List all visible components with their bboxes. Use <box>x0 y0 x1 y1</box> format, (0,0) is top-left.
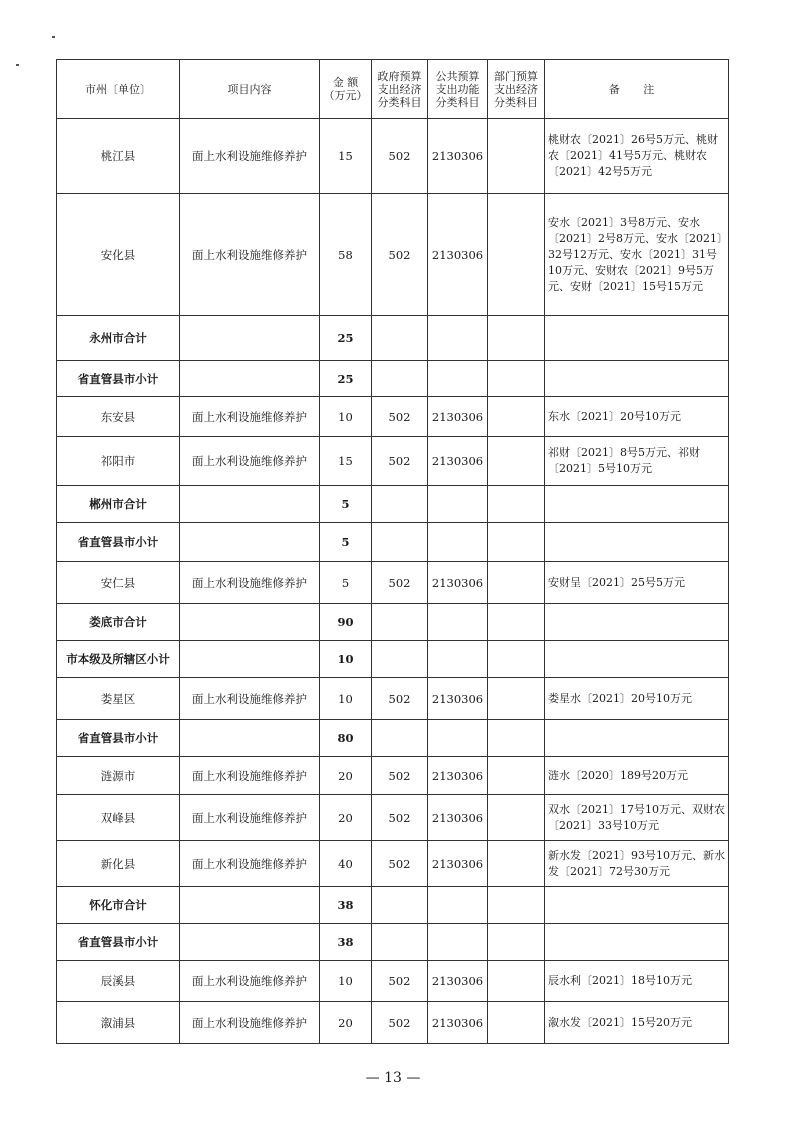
note-cell <box>545 523 729 562</box>
gov-econ-cell: 502 <box>372 562 428 604</box>
note-cell: 安财呈〔2021〕25号5万元 <box>545 562 729 604</box>
table-row <box>57 887 729 924</box>
unit-cell: 娄底市合计 <box>57 604 180 641</box>
pub-func-cell <box>428 604 488 641</box>
unit-cell: 省直管县市小计 <box>57 361 180 397</box>
project-cell: 面上水利设施维修养护 <box>180 961 320 1002</box>
table-row <box>57 678 729 720</box>
amount-cell: 58 <box>320 194 372 316</box>
note-cell <box>545 316 729 361</box>
pub-func-cell: 2130306 <box>428 961 488 1002</box>
pub-func-cell: 2130306 <box>428 194 488 316</box>
amount-cell: 5 <box>320 486 372 523</box>
table-row <box>57 562 729 604</box>
unit-cell: 东安县 <box>57 397 180 437</box>
project-cell <box>180 641 320 678</box>
gov-econ-cell <box>372 604 428 641</box>
table-body <box>57 119 729 1044</box>
gov-econ-cell: 502 <box>372 841 428 887</box>
table-row <box>57 604 729 641</box>
page-number: — 13 — <box>365 1070 421 1086</box>
dept-econ-cell <box>488 523 545 562</box>
project-cell: 面上水利设施维修养护 <box>180 194 320 316</box>
dept-econ-cell <box>488 397 545 437</box>
dept-econ-cell <box>488 194 545 316</box>
project-cell: 面上水利设施维修养护 <box>180 119 320 194</box>
unit-cell: 涟源市 <box>57 757 180 795</box>
gov-econ-cell: 502 <box>372 437 428 486</box>
project-cell <box>180 924 320 961</box>
dept-econ-cell <box>488 795 545 841</box>
project-cell <box>180 720 320 757</box>
dept-econ-cell <box>488 678 545 720</box>
project-cell: 面上水利设施维修养护 <box>180 1002 320 1044</box>
project-cell <box>180 316 320 361</box>
header-dept-econ: 部门预算 支出经济 分类科目 <box>488 60 545 119</box>
gov-econ-cell: 502 <box>372 757 428 795</box>
gov-econ-cell: 502 <box>372 678 428 720</box>
amount-cell: 5 <box>320 562 372 604</box>
gov-econ-cell <box>372 641 428 678</box>
pub-func-cell: 2130306 <box>428 841 488 887</box>
table-row <box>57 720 729 757</box>
unit-cell: 省直管县市小计 <box>57 720 180 757</box>
dept-econ-cell <box>488 361 545 397</box>
note-cell <box>545 641 729 678</box>
header-note: 备 注 <box>545 60 729 119</box>
dept-econ-cell <box>488 961 545 1002</box>
dept-econ-cell <box>488 757 545 795</box>
dept-econ-cell <box>488 486 545 523</box>
unit-cell: 娄星区 <box>57 678 180 720</box>
project-cell: 面上水利设施维修养护 <box>180 795 320 841</box>
pub-func-cell <box>428 486 488 523</box>
table-row <box>57 961 729 1002</box>
gov-econ-cell <box>372 486 428 523</box>
project-cell: 面上水利设施维修养护 <box>180 678 320 720</box>
gov-econ-cell <box>372 316 428 361</box>
table-row <box>57 924 729 961</box>
table-row <box>57 757 729 795</box>
unit-cell: 安化县 <box>57 194 180 316</box>
table-row <box>57 361 729 397</box>
amount-cell: 10 <box>320 678 372 720</box>
amount-cell: 25 <box>320 361 372 397</box>
header-project: 项目内容 <box>180 60 320 119</box>
gov-econ-cell: 502 <box>372 961 428 1002</box>
note-cell: 娄星水〔2021〕20号10万元 <box>545 678 729 720</box>
table-row <box>57 316 729 361</box>
pub-func-cell: 2130306 <box>428 795 488 841</box>
unit-cell: 市本级及所辖区小计 <box>57 641 180 678</box>
header-gov-econ: 政府预算 支出经济 分类科目 <box>372 60 428 119</box>
amount-cell: 90 <box>320 604 372 641</box>
pub-func-cell <box>428 641 488 678</box>
note-cell <box>545 924 729 961</box>
unit-cell: 新化县 <box>57 841 180 887</box>
project-cell <box>180 523 320 562</box>
amount-cell: 40 <box>320 841 372 887</box>
pub-func-cell <box>428 924 488 961</box>
gov-econ-cell: 502 <box>372 397 428 437</box>
amount-cell: 10 <box>320 641 372 678</box>
note-cell: 新水发〔2021〕93号10万元、新水发〔2021〕72号30万元 <box>545 841 729 887</box>
project-cell: 面上水利设施维修养护 <box>180 841 320 887</box>
amount-cell: 20 <box>320 1002 372 1044</box>
amount-cell: 20 <box>320 757 372 795</box>
gov-econ-cell <box>372 361 428 397</box>
table-header-row <box>57 60 729 119</box>
pub-func-cell <box>428 887 488 924</box>
amount-cell: 25 <box>320 316 372 361</box>
dept-econ-cell <box>488 562 545 604</box>
note-cell: 祁财〔2021〕8号5万元、祁财〔2021〕5号10万元 <box>545 437 729 486</box>
unit-cell: 安仁县 <box>57 562 180 604</box>
unit-cell: 怀化市合计 <box>57 887 180 924</box>
gov-econ-cell: 502 <box>372 795 428 841</box>
note-cell: 辰水利〔2021〕18号10万元 <box>545 961 729 1002</box>
unit-cell: 辰溪县 <box>57 961 180 1002</box>
amount-cell: 15 <box>320 119 372 194</box>
table-row <box>57 397 729 437</box>
pub-func-cell: 2130306 <box>428 757 488 795</box>
project-cell: 面上水利设施维修养护 <box>180 757 320 795</box>
project-cell <box>180 887 320 924</box>
project-cell <box>180 361 320 397</box>
amount-cell: 20 <box>320 795 372 841</box>
pub-func-cell <box>428 523 488 562</box>
dept-econ-cell <box>488 604 545 641</box>
unit-cell: 祁阳市 <box>57 437 180 486</box>
table-row <box>57 795 729 841</box>
note-cell <box>545 604 729 641</box>
pub-func-cell: 2130306 <box>428 562 488 604</box>
note-cell <box>545 887 729 924</box>
table-row <box>57 437 729 486</box>
header-unit: 市州〔单位〕 <box>57 60 180 119</box>
gov-econ-cell: 502 <box>372 1002 428 1044</box>
pub-func-cell: 2130306 <box>428 1002 488 1044</box>
gov-econ-cell <box>372 523 428 562</box>
dept-econ-cell <box>488 437 545 486</box>
note-cell: 桃财农〔2021〕26号5万元、桃财农〔2021〕41号5万元、桃财农〔2021〕42号5万元 <box>545 119 729 194</box>
pub-func-cell <box>428 316 488 361</box>
gov-econ-cell <box>372 924 428 961</box>
unit-cell: 郴州市合计 <box>57 486 180 523</box>
table-row <box>57 194 729 316</box>
dept-econ-cell <box>488 641 545 678</box>
note-cell: 涟水〔2020〕189号20万元 <box>545 757 729 795</box>
dept-econ-cell <box>488 924 545 961</box>
gov-econ-cell: 502 <box>372 119 428 194</box>
unit-cell: 双峰县 <box>57 795 180 841</box>
dept-econ-cell <box>488 841 545 887</box>
table-row <box>57 641 729 678</box>
unit-cell: 省直管县市小计 <box>57 924 180 961</box>
amount-cell: 10 <box>320 397 372 437</box>
note-cell <box>545 361 729 397</box>
dept-econ-cell <box>488 887 545 924</box>
project-cell: 面上水利设施维修养护 <box>180 397 320 437</box>
unit-cell: 桃江县 <box>57 119 180 194</box>
pub-func-cell <box>428 720 488 757</box>
table-row <box>57 523 729 562</box>
note-cell: 东水〔2021〕20号10万元 <box>545 397 729 437</box>
note-cell: 溆水发〔2021〕15号20万元 <box>545 1002 729 1044</box>
gov-econ-cell: 502 <box>372 194 428 316</box>
amount-cell: 38 <box>320 887 372 924</box>
amount-cell: 10 <box>320 961 372 1002</box>
unit-cell: 溆浦县 <box>57 1002 180 1044</box>
gov-econ-cell <box>372 887 428 924</box>
header-pub-func: 公共预算 支出功能 分类科目 <box>428 60 488 119</box>
table-row <box>57 486 729 523</box>
note-cell <box>545 720 729 757</box>
unit-cell: 永州市合计 <box>57 316 180 361</box>
header-amount: 金 额 （万元） <box>320 60 372 119</box>
pub-func-cell: 2130306 <box>428 119 488 194</box>
pub-func-cell <box>428 361 488 397</box>
table-row <box>57 841 729 887</box>
amount-cell: 38 <box>320 924 372 961</box>
project-cell <box>180 486 320 523</box>
dept-econ-cell <box>488 119 545 194</box>
pub-func-cell: 2130306 <box>428 437 488 486</box>
pub-func-cell: 2130306 <box>428 678 488 720</box>
dept-econ-cell <box>488 720 545 757</box>
project-cell <box>180 604 320 641</box>
note-cell: 安水〔2021〕3号8万元、安水〔2021〕2号8万元、安水〔2021〕32号12万元、安水〔2021〕31号10万元、安财农〔2021〕9号5万元、安财〔2021〕15号15万元 <box>545 194 729 316</box>
unit-cell: 省直管县市小计 <box>57 523 180 562</box>
dept-econ-cell <box>488 316 545 361</box>
note-cell: 双水〔2021〕17号10万元、双财农〔2021〕33号10万元 <box>545 795 729 841</box>
pub-func-cell: 2130306 <box>428 397 488 437</box>
gov-econ-cell <box>372 720 428 757</box>
budget-table <box>56 59 729 1044</box>
table-row <box>57 119 729 194</box>
table-row <box>57 1002 729 1044</box>
amount-cell: 5 <box>320 523 372 562</box>
project-cell: 面上水利设施维修养护 <box>180 437 320 486</box>
note-cell <box>545 486 729 523</box>
dept-econ-cell <box>488 1002 545 1044</box>
amount-cell: 80 <box>320 720 372 757</box>
amount-cell: 15 <box>320 437 372 486</box>
project-cell: 面上水利设施维修养护 <box>180 562 320 604</box>
